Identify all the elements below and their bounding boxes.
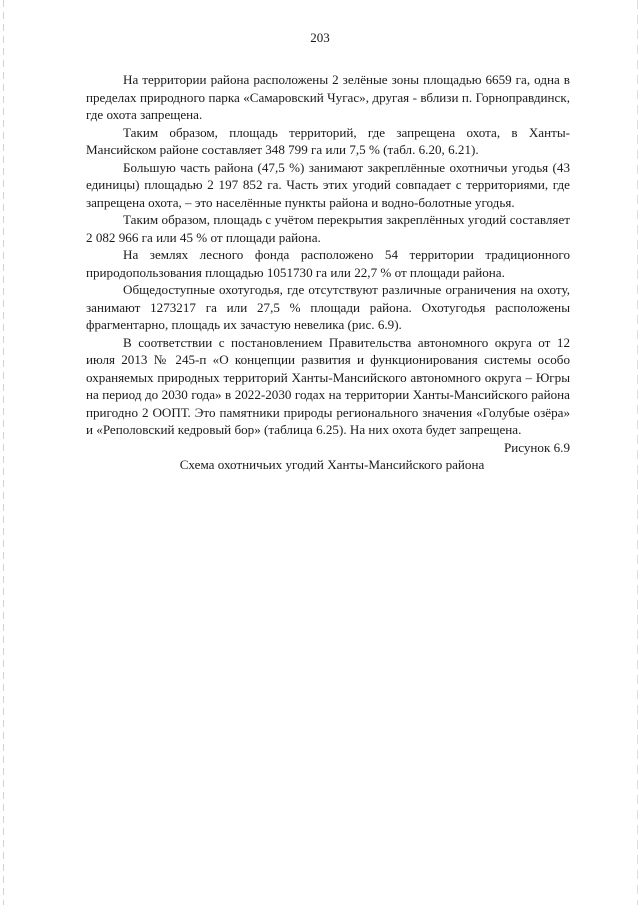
figure-caption: Схема охотничьих угодий Ханты-Мансийского района [179,457,485,472]
scan-edge-right [637,0,638,905]
scan-edge-left [3,0,4,905]
paragraph-green-zones: На территории района расположены 2 зелёные зоны площадью 6659 га, одна в пределах природного парка «Самаровский Чугас», другая - вблизи п. Горноправдинск, где охота запрещена. [86,72,570,122]
figure-number: Рисунок 6.9 [503,439,570,455]
paragraph-protected-areas: В соответствии с постановлением Правительства автономного округа от 12 июля 2013 № 245-п «О концепции развития и функционирования системы особо охраняемых природных территорий Ханты-Мансийского автономного округа – Югры на период до 2030 года» в 2022-2030 годах на территории Ханты-Мансийского района пригодно 2 ООПТ. Это памятники природы регионального значения «Голубые озёра» и «Реполовский кедровый бор» (таблица 6.25). На них охота будет запрещена. [86,334,570,437]
paragraph-overlap-area: Таким образом, площадь с учётом перекрытия закреплённых угодий составляет 2 082 966 га или 45 % от площади района. [86,212,570,245]
page-number: 203 [310,30,330,45]
paragraph-traditional-use: На землях лесного фонда расположено 54 территории традиционного природопользования площадью 1051730 га или 22,7 % от площади района. [86,247,570,280]
document-body [86,71,570,474]
paragraph-public-lands: Общедоступные охотугодья, где отсутствуют различные ограничения на охоту, занимают 1273217 га или 27,5 % площади района. Охотугодья расположены фрагментарно, площадь их зачастую невелика (рис. 6.9). [86,282,570,332]
paragraph-prohibited-area: Таким образом, площадь территорий, где запрещена охота, в Ханты-Мансийском районе составляет 348 799 га или 7,5 % (табл. 6.20, 6.21). [86,124,570,157]
paragraph-assigned-lands: Большую часть района (47,5 %) занимают закреплённые охотничьи угодья (43 единицы) площадью 2 197 852 га. Часть этих угодий совпадает с территориями, где запрещена охота, – это населённые пункты района и водно-болотные угодья. [86,159,570,210]
